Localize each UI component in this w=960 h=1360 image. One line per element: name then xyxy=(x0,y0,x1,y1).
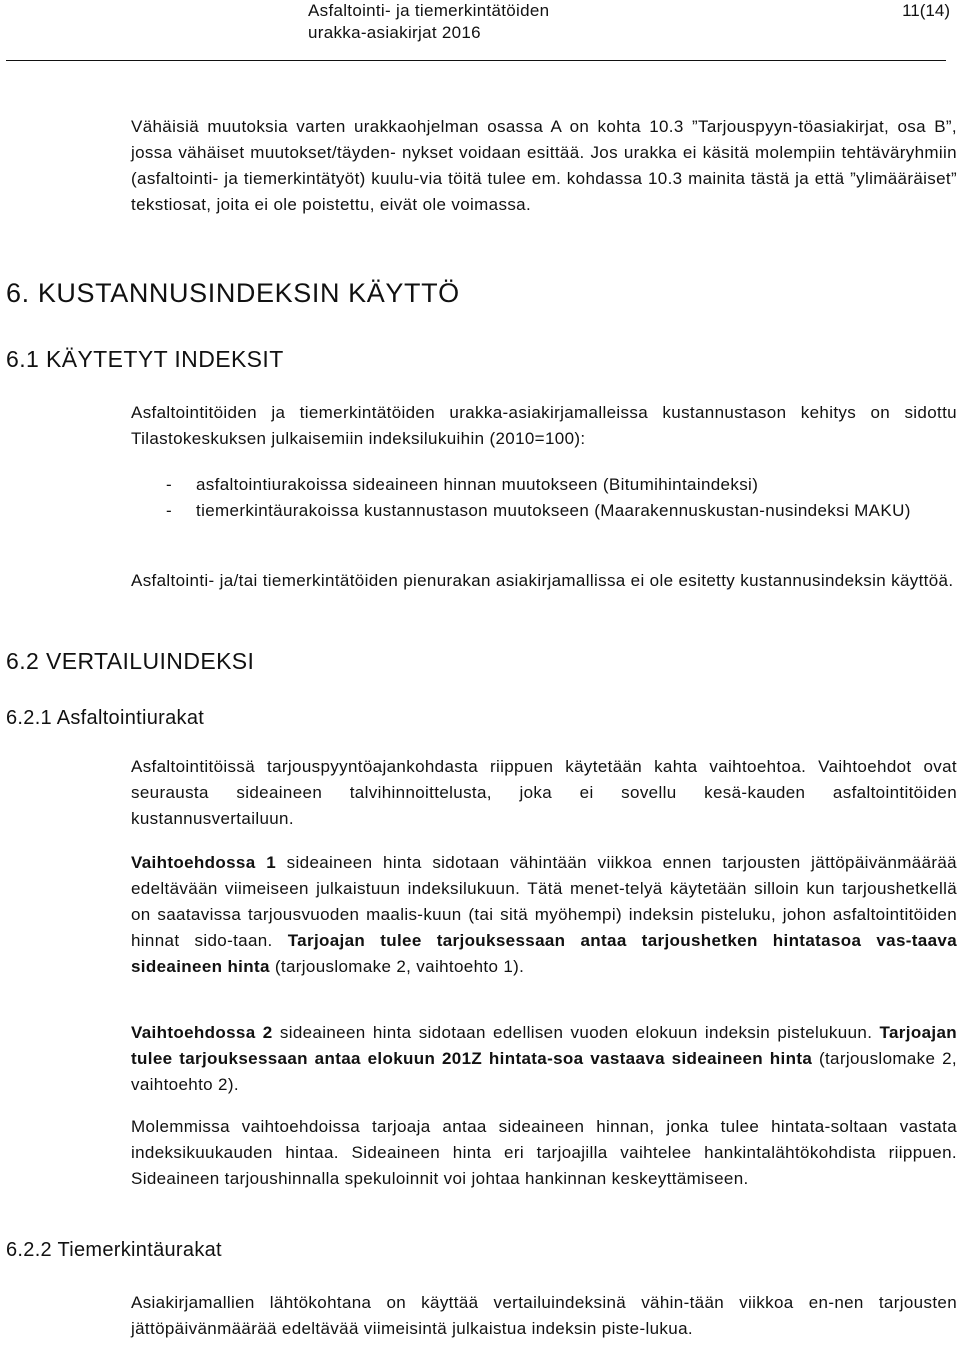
alternative-2-label: Vaihtoehdossa 2 xyxy=(131,1023,273,1042)
intro-paragraph: Vähäisiä muutoksia varten urakkaohjelman osassa A on kohta 10.3 ”Tarjouspyyn-töasiakirjat, osa B”, jossa vähäiset muutokset/täyden- nykset voidaan esittää. Jos urakka ei käsitä molempiin tehtäväryhmiin (asfaltointi- ja tiemerkintätyöt) kuulu-via töitä tulee em. kohdassa 10.3 mainita tästä ja että ”ylimääräiset” tekstiosat, joita ei ole poistettu, eivät ole voimassa. xyxy=(131,117,957,214)
alternative-2-form-note: (tarjouslomake 2, vaihtoehto 2). xyxy=(131,1049,957,1094)
section-6-1-paragraph-2: Asfaltointi- ja/tai tiemerkintätöiden pienurakan asiakirjamallissa ei ole esitetty kustannusindeksin käyttöä. xyxy=(131,571,954,590)
list-item-dash: - xyxy=(166,475,173,494)
page-header xyxy=(0,0,960,70)
header-title-line-1: Asfaltointi- ja tiemerkintätöiden xyxy=(308,1,550,20)
alternative-2-paragraph xyxy=(131,1020,957,1098)
header-divider xyxy=(6,60,946,61)
section-6-2-heading: 6.2 VERTAILUINDEKSI xyxy=(6,648,255,674)
section-6-2-2-paragraph-1: Asiakirjamallien lähtökohtana on käyttää vertailuindeksinä vähin-tään viikkoa en-nen tarjousten jättöpäivänmäärää edeltävää viimeisintä julkaistua indeksin piste-lukua. xyxy=(131,1293,957,1338)
alternative-2-text: sideaineen hinta sidotaan edellisen vuoden elokuun indeksin pistelukuun. xyxy=(272,1023,880,1042)
index-list xyxy=(166,472,957,524)
section-6-2-1-paragraph-1: Asfaltointitöissä tarjouspyyntöajankohdasta riippuen käytetään kahta vaihtoehtoa. Vaihtoehdot ovat seurausta sideaineen talvihinnoittelusta, joka ei sovellu kesä-kauden asfaltointitöiden kustannusvertailuun. xyxy=(131,757,957,828)
list-item xyxy=(166,498,957,524)
section-6-2-1-heading: 6.2.1 Asfaltointiurakat xyxy=(6,707,205,729)
section-6-2-2-heading: 6.2.2 Tiemerkintäurakat xyxy=(6,1239,222,1261)
alternative-1-text: sideaineen hinta sidotaan vähintään viikkoa ennen tarjousten jättöpäivänmäärää edeltävään viimeiseen julkaistuun indeksilukuun. Tätä menet-telyä käytetään silloin kun tarjoushetkellä on saatavissa tarjousvuoden maalis-kuun (tai sitä myöhempi) indeksin pisteluku, johon asfaltointitöiden hinnat sido-taan. xyxy=(131,853,957,950)
page-number: 11(14) xyxy=(902,1,950,20)
alternative-1-requirement: Tarjoajan tulee tarjouksessaan antaa tarjoushetken hintatasoa vas-taava sideaineen hinta xyxy=(131,931,957,976)
header-title-line-2: urakka-asiakirjat 2016 xyxy=(308,23,481,42)
alternative-1-form-note: (tarjouslomake 2, vaihtoehto 1). xyxy=(269,957,525,976)
alternative-2-requirement: Tarjoajan tulee tarjouksessaan antaa elokuun 201Z hintata-soa vastaava sideaineen hinta xyxy=(131,1023,957,1068)
list-item-text: asfaltointiurakoissa sideaineen hinnan muutokseen (Bitumihintaindeksi) xyxy=(196,475,759,494)
list-item-text: tiemerkintäurakoissa kustannustason muutokseen (Maarakennuskustan-nusindeksi MAKU) xyxy=(196,501,911,520)
both-alternatives-paragraph: Molemmissa vaihtoehdoissa tarjoaja antaa sideaineen hinnan, jonka tulee hintata-soltaan vastata indeksikuukauden hintaa. Sideaineen hinta eri tarjoajilla vaihtelee hankintalähtökohdista riippuen. Sideaineen tarjoushinnalla spekuloinnit voi johtaa hankinnan keskeyttämiseen. xyxy=(131,1117,957,1188)
section-6-1-heading: 6.1 KÄYTETYT INDEKSIT xyxy=(6,346,284,372)
list-item xyxy=(166,472,957,498)
section-6-heading: 6. KUSTANNUSINDEKSIN KÄYTTÖ xyxy=(6,278,460,308)
section-6-1-paragraph-1: Asfaltointitöiden ja tiemerkintätöiden urakka-asiakirjamalleissa kustannustason kehitys on sidottu Tilastokeskuksen julkaisemiin indeksilukuihin (2010=100): xyxy=(131,403,957,448)
list-item-dash: - xyxy=(166,501,173,520)
alternative-1-label: Vaihtoehdossa 1 xyxy=(131,853,276,872)
alternative-1-paragraph xyxy=(131,850,957,980)
header-title xyxy=(308,0,549,44)
